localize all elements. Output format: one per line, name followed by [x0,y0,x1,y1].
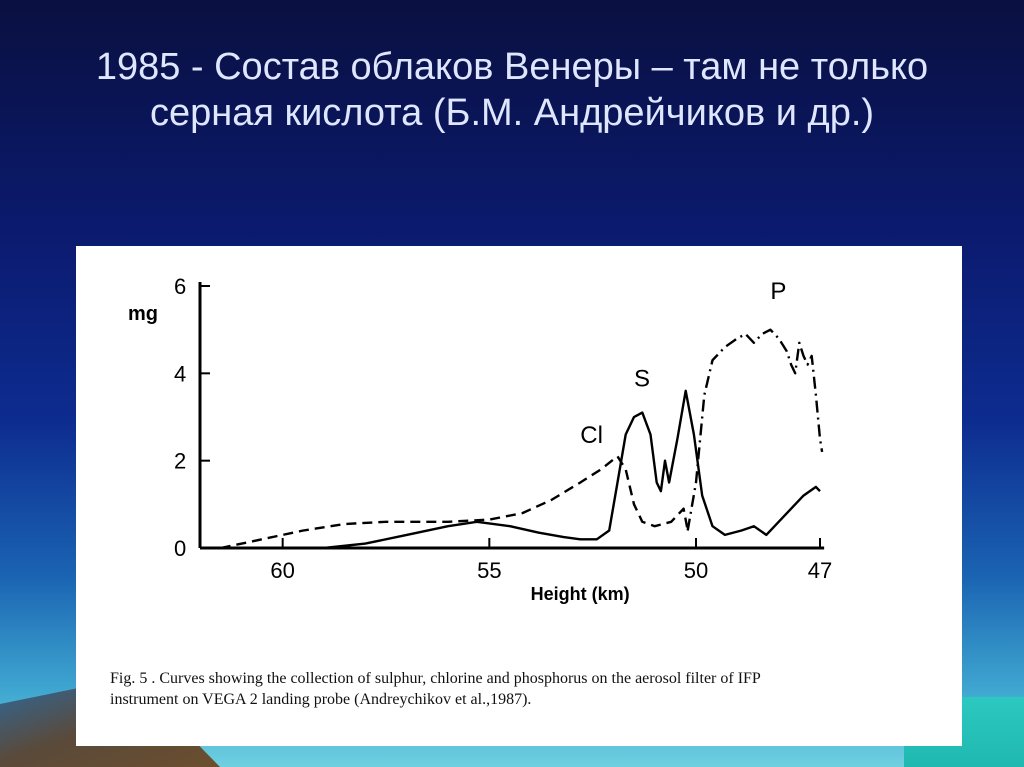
y-tick-label: 4 [174,361,187,387]
slide-title-line2: серная кислота (Б.М. Андрейчиков и др.) [149,92,875,134]
caption-line1: Fig. 5 . Curves showing the collection of sulphur, chlorine and phosphorus on the aerosol filter of IFP [110,670,761,687]
y-tick-label: 6 [174,274,187,299]
slide-title-line1: 1985 - Состав облаков Венеры – там не только [95,46,929,88]
series-label-cl: Cl [580,422,603,450]
chart-annotations [580,278,786,449]
y-tick-label: 2 [174,448,187,474]
series-label-s: S [634,365,651,393]
y-axis-label: mg [128,303,158,325]
chart-series [221,330,822,548]
slide-title [40,44,984,136]
x-tick-label: 47 [807,558,833,583]
series-label-p: P [770,278,787,306]
figure-panel [76,246,962,746]
series-line-p [688,330,822,531]
x-tick-label: 60 [270,558,295,583]
series-line-cl [221,456,688,548]
chart-axes [200,282,824,548]
x-tick-label: 55 [477,558,502,583]
y-tick-label: 0 [174,536,187,561]
x-tick-label: 50 [683,558,709,583]
figure-caption [110,668,940,710]
chart [76,246,962,666]
x-axis-label: Height (km) [530,584,630,604]
series-line-s [324,391,820,548]
caption-line2: instrument on VEGA 2 landing probe (Andreychikov et al.,1987). [110,691,532,708]
